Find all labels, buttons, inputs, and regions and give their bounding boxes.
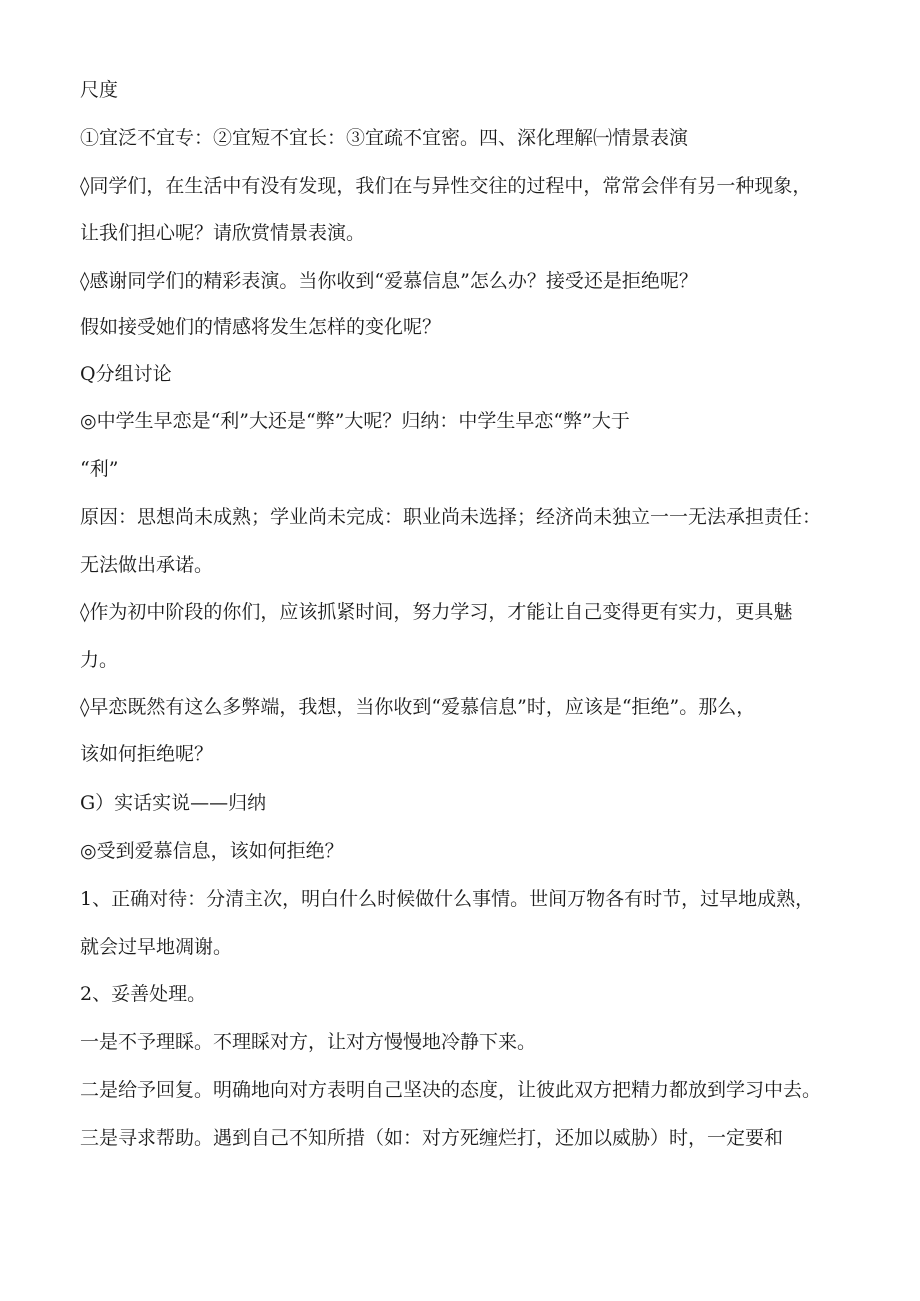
- text-line: 力。: [80, 649, 119, 671]
- text-line: ◎受到爱慕信息，该如何拒绝？: [80, 840, 344, 862]
- text-line: 二是给予回复。明确地向对方表明自己坚决的态度，让彼此双方把精力都放到学习中去。: [80, 1079, 822, 1101]
- text-line: “利”: [80, 458, 119, 480]
- text-line: ◊同学们，在生活中有没有发现，我们在与异性交往的过程中，常常会伴有另一种现象，: [80, 175, 812, 197]
- text-line: 让我们担心呢？请欣赏情景表演。: [80, 222, 366, 244]
- text-line: 原因：思想尚未成熟；学业尚未完成：职业尚未选择；经济尚未独立一一无法承担责任：: [80, 506, 822, 528]
- text-line: 尺度: [80, 79, 119, 101]
- text-line: ◊早恋既然有这么多弊端，我想，当你收到“爱慕信息”时，应该是“拒绝”。那么，: [80, 696, 756, 718]
- text-line: ◊感谢同学们的精彩表演。当你收到“爱慕信息”怎么办？接受还是拒绝呢？: [80, 270, 698, 292]
- text-line: 假如接受她们的情感将发生怎样的变化呢？: [80, 316, 442, 338]
- text-line: 2、妥善处理。: [80, 983, 207, 1005]
- text-line: G）实话实说——归纳: [80, 792, 267, 814]
- text-line: ◊作为初中阶段的你们，应该抓紧时间，努力学习，才能让自己变得更有实力，更具魅: [80, 601, 793, 623]
- text-line: 就会过早地凋谢。: [80, 936, 233, 958]
- text-line: 无法做出承诺。: [80, 554, 214, 576]
- text-line: 1、正确对待：分清主次，明白什么时候做什么事情。世间万物各有时节，过早地成熟，: [80, 888, 815, 910]
- text-line: ①宜泛不宜专：②宜短不宜长：③宜疏不宜密。四、深化理解㈠情景表演: [80, 127, 689, 149]
- text-line: ◎中学生早恋是“利”大还是“弊”大呢？归纳：中学生早恋“弊”大于: [80, 410, 630, 432]
- text-line: Q分组讨论: [80, 363, 172, 385]
- text-line: 一是不予理睬。不理睬对方，让对方慢慢地冷静下来。: [80, 1031, 537, 1053]
- text-line: 三是寻求帮助。遇到自己不知所措（如：对方死缠烂打，还加以威胁）时，一定要和: [80, 1127, 784, 1149]
- text-line: 该如何拒绝呢？: [80, 743, 214, 765]
